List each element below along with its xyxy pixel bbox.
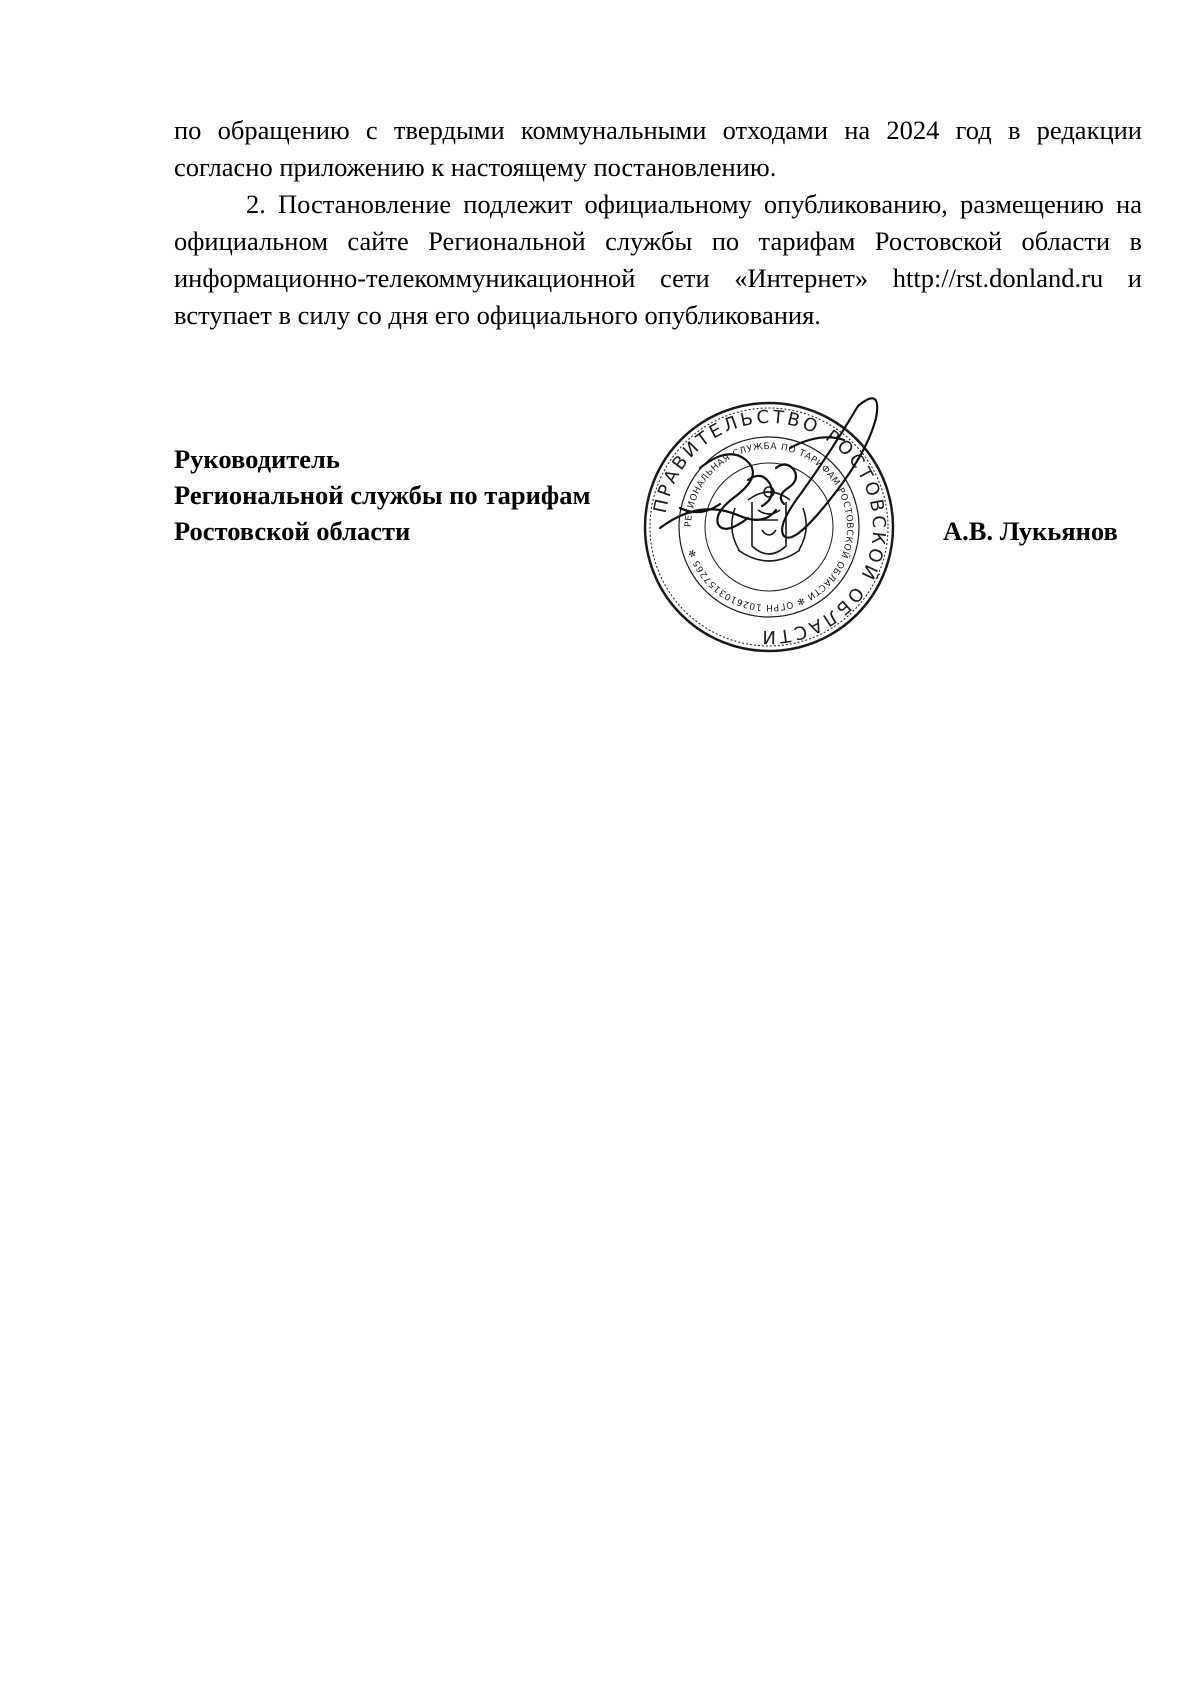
handwritten-signature-icon [640, 388, 940, 598]
signer-position-line-3: Ростовской области [174, 516, 411, 546]
signer-position-line-1: Руководитель [174, 444, 340, 474]
signer-position-line-2: Региональной службы по тарифам [174, 480, 591, 510]
signature-title-block [174, 441, 591, 549]
paragraph-2: 2. Постановление подлежит официальному опубликованию, размещению на официальном сайте Региональной службы по тарифам Ростовской области в информационно-телекоммуникационной сети «Интернет» http://rst.donland.ru и вступает в силу со дня его официального опубликования. [174, 189, 1142, 330]
svg-text:РЕГИОНАЛЬНАЯ СЛУЖБА ПО ТАРИФАМ: РЕГИОНАЛЬНАЯ СЛУЖБА ПО ТАРИФАМ РОСТОВСКОЙ ОБЛАСТИ ✻ ОГРН 1026103157265 ✻ [683, 441, 855, 613]
document-body [174, 112, 1142, 334]
signer-name: А.В. Лукьянов [943, 516, 1118, 546]
paragraph-continuation: по обращению с твердыми коммунальными отходами на 2024 год в редакции согласно приложению к настоящему постановлению. [174, 115, 1142, 182]
svg-text:ПРАВИТЕЛЬСТВО РОСТОВСКОЙ ОБЛАС: ПРАВИТЕЛЬСТВО РОСТОВСКОЙ ОБЛАСТИ [649, 406, 890, 648]
